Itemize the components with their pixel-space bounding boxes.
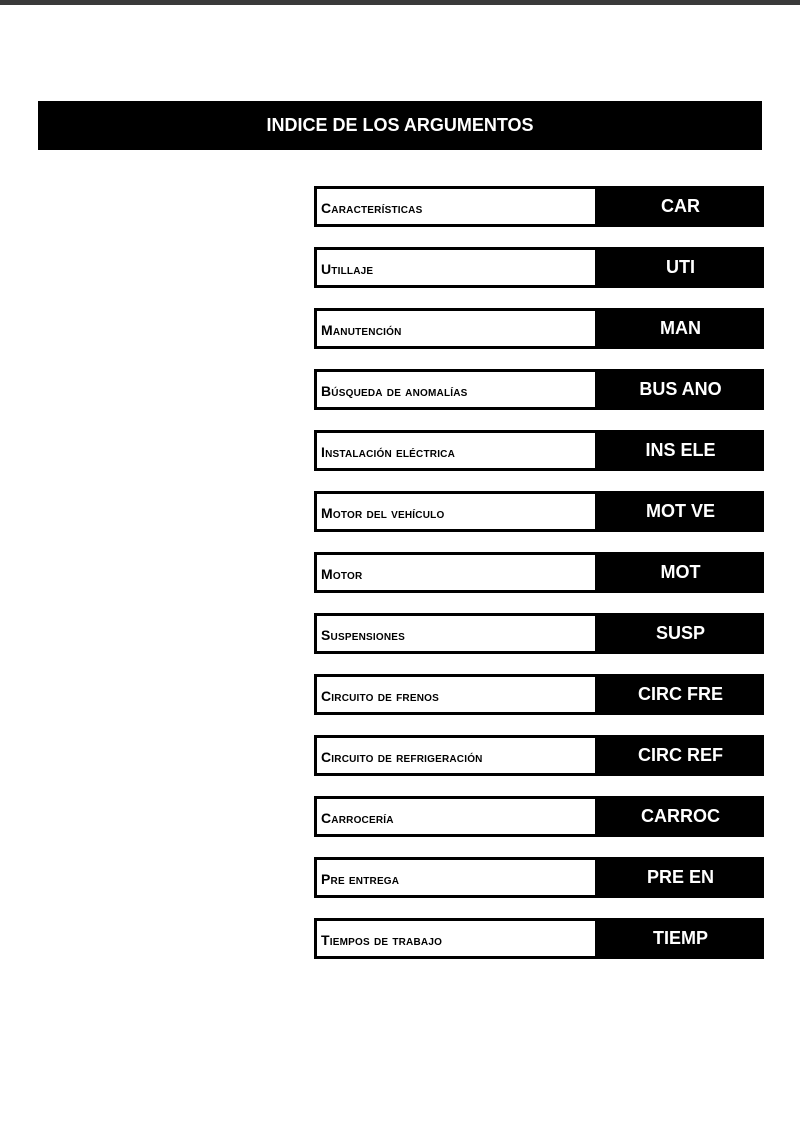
index-item-code: CIRC REF — [595, 735, 764, 776]
index-item-code: MAN — [595, 308, 764, 349]
index-item-pre-entrega[interactable] — [314, 857, 764, 898]
index-item-label: Carrocería — [314, 796, 595, 837]
index-item-caracteristicas[interactable] — [314, 186, 764, 227]
index-item-circuito-frenos[interactable] — [314, 674, 764, 715]
index-item-label: Manutención — [314, 308, 595, 349]
index-item-label: Circuito de frenos — [314, 674, 595, 715]
index-item-code: MOT — [595, 552, 764, 593]
index-item-motor-vehiculo[interactable] — [314, 491, 764, 532]
index-item-code: BUS ANO — [595, 369, 764, 410]
index-item-code: CIRC FRE — [595, 674, 764, 715]
index-item-label: Circuito de refrigeración — [314, 735, 595, 776]
page-title: INDICE DE LOS ARGUMENTOS — [266, 115, 534, 135]
index-item-label: Instalación eléctrica — [314, 430, 595, 471]
index-item-label: Búsqueda de anomalías — [314, 369, 595, 410]
index-item-carroceria[interactable] — [314, 796, 764, 837]
index-list — [314, 186, 764, 979]
index-item-code: TIEMP — [595, 918, 764, 959]
index-item-utillaje[interactable] — [314, 247, 764, 288]
index-item-code: CARROC — [595, 796, 764, 837]
index-item-label: Motor — [314, 552, 595, 593]
index-item-code: CAR — [595, 186, 764, 227]
index-item-busqueda-anomalias[interactable] — [314, 369, 764, 410]
index-item-instalacion-electrica[interactable] — [314, 430, 764, 471]
index-item-suspensiones[interactable] — [314, 613, 764, 654]
index-title-bar — [38, 101, 762, 150]
index-item-motor[interactable] — [314, 552, 764, 593]
index-item-label: Suspensiones — [314, 613, 595, 654]
index-item-code: SUSP — [595, 613, 764, 654]
index-item-label: Pre entrega — [314, 857, 595, 898]
index-item-label: Tiempos de trabajo — [314, 918, 595, 959]
index-item-label: Características — [314, 186, 595, 227]
index-item-circuito-refrigeracion[interactable] — [314, 735, 764, 776]
index-item-code: MOT VE — [595, 491, 764, 532]
index-item-tiempos-trabajo[interactable] — [314, 918, 764, 959]
index-item-manutencion[interactable] — [314, 308, 764, 349]
index-item-code: INS ELE — [595, 430, 764, 471]
index-item-label: Motor del vehículo — [314, 491, 595, 532]
index-item-code: UTI — [595, 247, 764, 288]
index-item-code: PRE EN — [595, 857, 764, 898]
index-item-label: Utillaje — [314, 247, 595, 288]
top-border-strip — [0, 0, 800, 5]
